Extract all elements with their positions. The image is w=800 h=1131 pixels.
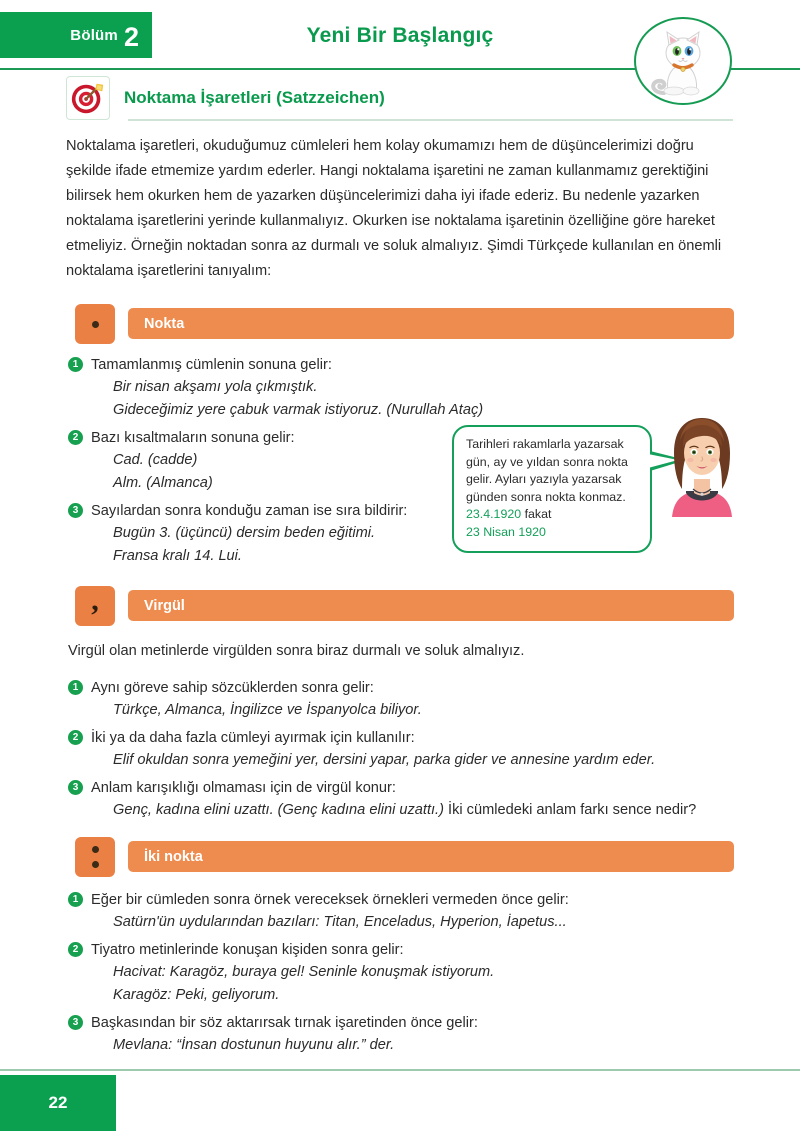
list-item-example: Türkçe, Almanca, İngilizce ve İspanyolca biliyor. xyxy=(113,702,422,718)
virgul-label-bar xyxy=(128,590,734,621)
list-item-example: Genç, kadına elini uzattı. (Genç kadına elini uzattı.) xyxy=(113,802,444,818)
virgul-list xyxy=(66,677,734,822)
page-number-block xyxy=(0,1075,116,1131)
list-bullet-1: 1 xyxy=(68,357,83,372)
list-item-example-tail: İki cümledeki anlam farkı sence nedir? xyxy=(448,802,697,818)
tip-text: Tarihleri rakamlarla yazarsak gün, ay ve yıldan sonra nokta gelir. Ayları yazıyla yazarsak günden sonra nokta konmaz. xyxy=(466,437,628,504)
list-item xyxy=(66,354,734,422)
tip-bubble xyxy=(452,425,652,553)
footer-divider xyxy=(0,1069,800,1071)
page-number: 22 xyxy=(48,1093,68,1112)
period-dot-icon xyxy=(75,304,115,344)
list-item-example: Alm. (Almanca) xyxy=(113,475,213,491)
list-item xyxy=(66,727,734,772)
list-bullet-2: 2 xyxy=(68,430,83,445)
list-item-head: Başkasından bir söz aktarırsak tırnak işaretinden önce gelir: xyxy=(91,1015,478,1031)
nokta-label: Nokta xyxy=(144,315,185,332)
list-bullet-3: 3 xyxy=(68,780,83,795)
chapter-number: 2 xyxy=(123,21,139,52)
list-item-head: Bazı kısaltmaların sonuna gelir: xyxy=(91,430,295,446)
list-item xyxy=(66,777,734,822)
list-item-example: Elif okuldan sonra yemeğini yer, dersini yapar, parka gider ve annesine yardım eder. xyxy=(113,752,656,768)
white-cat-illustration xyxy=(634,17,732,105)
section-title-row xyxy=(66,76,385,120)
list-bullet-3: 3 xyxy=(68,503,83,518)
list-item-head: Eğer bir cümleden sonra örnek vereceksek örnekleri vermeden önce gelir: xyxy=(91,892,569,908)
list-item-example: Bugün 3. (üçüncü) dersim beden eğitimi. xyxy=(113,525,376,541)
list-item-head: İki ya da daha fazla cümleyi ayırmak için kullanılır: xyxy=(91,730,415,746)
ikinokta-label: İki nokta xyxy=(144,848,203,865)
list-bullet-1: 1 xyxy=(68,892,83,907)
list-item-example: Mevlana: “İnsan dostunun huyunu alır.” der. xyxy=(113,1037,395,1053)
target-dart-icon xyxy=(66,76,110,120)
list-bullet-2: 2 xyxy=(68,730,83,745)
list-item-example: Cad. (cadde) xyxy=(113,452,198,468)
girl-illustration xyxy=(656,409,748,517)
list-item-example-row xyxy=(113,799,734,822)
list-item-head: Aynı göreve sahip sözcüklerden sonra gelir: xyxy=(91,680,374,696)
list-item-head: Tiyatro metinlerinde konuşan kişiden sonra gelir: xyxy=(91,942,404,958)
page-title: Yeni Bir Başlangıç xyxy=(306,24,494,47)
list-item-head: Tamamlanmış cümlenin sonuna gelir: xyxy=(91,357,332,373)
list-item xyxy=(66,1012,734,1057)
list-item-example: Satürn'ün uydularından bazıları: Titan, Enceladus, Hyperion, İapetus... xyxy=(113,914,567,930)
chapter-label: Bölüm xyxy=(70,26,118,44)
virgul-note: Virgül olan metinlerde virgülden sonra biraz durmalı ve soluk almalıyız. xyxy=(68,643,525,659)
list-item-example: Karagöz: Peki, geliyorum. xyxy=(113,987,280,1003)
list-item-head: Anlam karışıklığı olmaması için de virgül konur: xyxy=(91,780,396,796)
ikinokta-label-bar xyxy=(128,841,734,872)
ikinokta-header-row xyxy=(66,837,734,877)
nokta-label-bar xyxy=(128,308,734,339)
tip-date-written: 23 Nisan 1920 xyxy=(466,524,546,539)
list-item xyxy=(66,939,734,1007)
list-bullet-3: 3 xyxy=(68,1015,83,1030)
colon-icon xyxy=(75,837,115,877)
list-item xyxy=(66,677,734,722)
section-title: Noktama İşaretleri (Satzzeichen) xyxy=(124,88,385,107)
list-item-example: Hacivat: Karagöz, buraya gel! Seninle konuşmak istiyorum. xyxy=(113,964,495,980)
comma-icon: , xyxy=(75,586,115,626)
list-bullet-1: 1 xyxy=(68,680,83,695)
list-item xyxy=(66,889,734,934)
section-underline xyxy=(128,119,733,121)
list-item-head: Sayılardan sonra konduğu zaman ise sıra bildirir: xyxy=(91,503,408,519)
tip-date-numeric: 23.4.1920 xyxy=(466,507,522,521)
virgul-section xyxy=(66,586,734,827)
tip-conjunction: fakat xyxy=(524,507,552,521)
list-item-example: Bir nisan akşamı yola çıkmıştık. xyxy=(113,379,318,395)
tip-callout xyxy=(452,425,652,553)
list-bullet-2: 2 xyxy=(68,942,83,957)
nokta-header-row xyxy=(66,304,734,344)
virgul-label: Virgül xyxy=(144,597,185,614)
list-item-example: Fransa kralı 14. Lui. xyxy=(113,548,242,564)
intro-paragraph: Noktalama işaretleri, okuduğumuz cümleleri hem kolay okumamızı hem de düşüncelerimizi doğru şekilde ifade etmemize yardım ederler. Hangi noktalama işaretini ne zaman kullanmamız gerektiğini bilirsek hem okurken hem de yazarken düşüncelerimizi daha iyi ifade ederiz. Bu nedenle yazarken noktalama işaretlerini yerinde kullanmalıyız. Okurken ise noktalama işaretinin özelliğine göre hareket etmeliyiz. Örneğin noktadan sonra az durmalı ve soluk almalıyız. Şimdi Türkçede kullanılan en önemli noktalama işaretlerini tanıyalım: xyxy=(66,138,722,279)
list-item-example: Gideceğimiz yere çabuk varmak istiyoruz. (Nurullah Ataç) xyxy=(113,402,484,418)
ikinokta-section xyxy=(66,837,734,1062)
virgul-header-row xyxy=(66,586,734,626)
ikinokta-list xyxy=(66,889,734,1057)
